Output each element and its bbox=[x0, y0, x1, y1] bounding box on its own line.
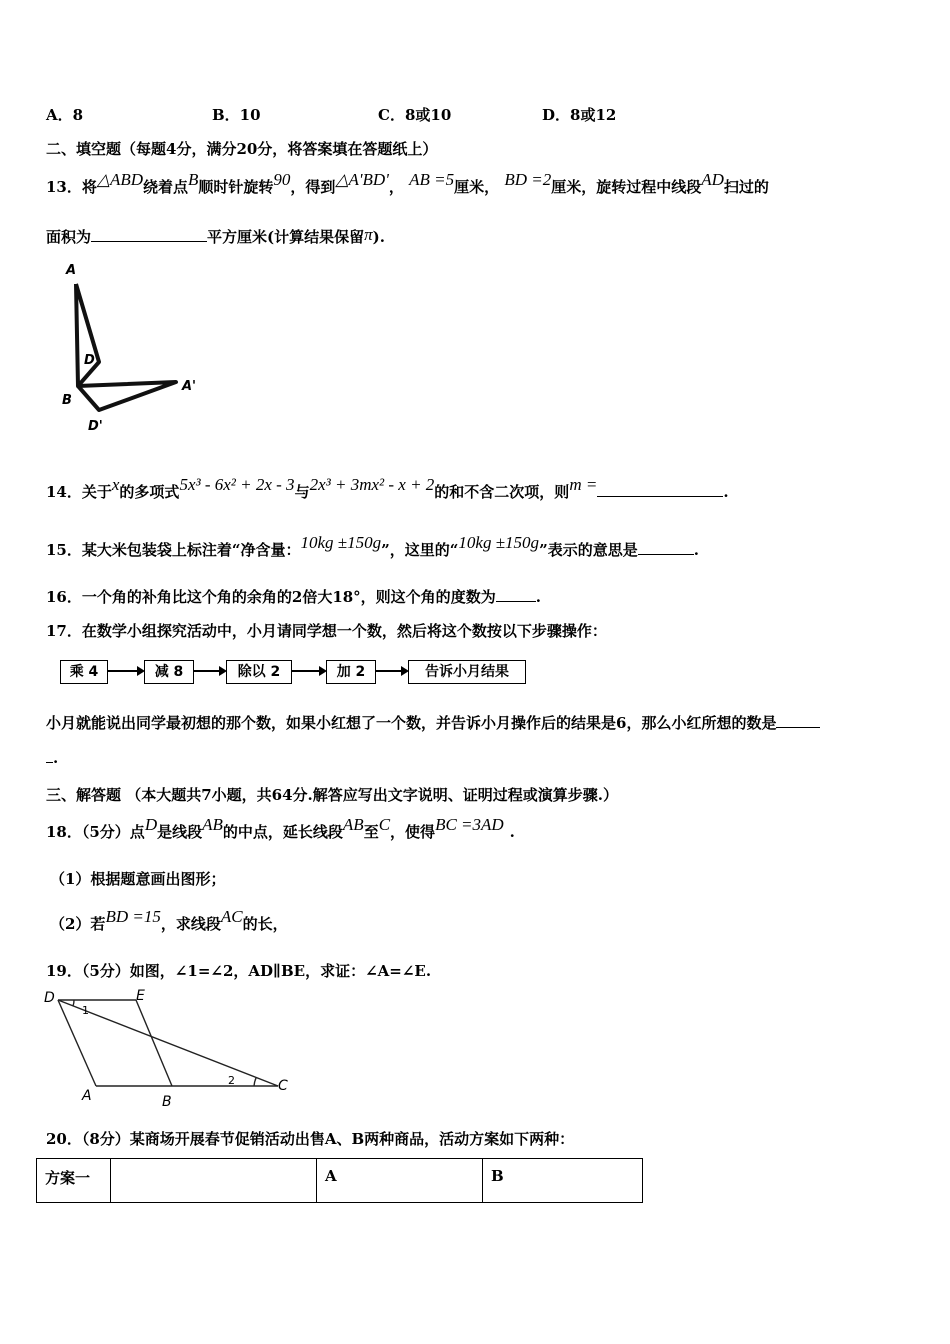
q18-c: C bbox=[378, 815, 391, 834]
q19-figure bbox=[40, 986, 300, 1110]
q18-ac: AC bbox=[220, 907, 243, 926]
option-b: B．10 bbox=[212, 106, 261, 124]
q13-bd: BD =2 bbox=[504, 170, 552, 189]
q18-t3: 至 bbox=[363, 823, 379, 841]
q14-t1: 的多项式 bbox=[119, 483, 180, 501]
label-angle-2: 2 bbox=[228, 1074, 235, 1087]
q13-line2a: 面积为 bbox=[46, 228, 92, 246]
step-plus-2: 加 2 bbox=[326, 660, 376, 684]
triangle-a2bd2 bbox=[78, 382, 176, 410]
label-d: D bbox=[44, 990, 55, 1006]
q14-t3: 的和不含二次项，则 bbox=[434, 483, 570, 501]
q13-answer-blank[interactable] bbox=[91, 227, 207, 242]
plan-table bbox=[36, 1158, 643, 1203]
q15-end: . bbox=[693, 541, 699, 559]
question-14 bbox=[46, 475, 729, 502]
step-multiply-4: 乘 4 bbox=[60, 660, 108, 684]
q13-ad: AD bbox=[701, 170, 724, 189]
question-17-line3 bbox=[46, 748, 58, 767]
label-d-prime: D' bbox=[88, 419, 103, 434]
question-18 bbox=[46, 815, 515, 842]
q13-t7: 扫过的 bbox=[723, 178, 769, 196]
q13-line2b: 平方厘米(计算结果保留 bbox=[207, 228, 365, 246]
label-b: B bbox=[62, 393, 72, 408]
q18-part2a: （2）若 bbox=[50, 915, 106, 933]
q13-t6: 厘米，旋转过程中线段 bbox=[551, 178, 702, 196]
step-minus-8: 减 8 bbox=[144, 660, 194, 684]
q18-t2: 的中点，延长线段 bbox=[222, 823, 343, 841]
step-tell-result: 告诉小月结果 bbox=[408, 660, 526, 684]
q15-answer-blank[interactable] bbox=[638, 540, 694, 555]
q13-line2c: ). bbox=[372, 228, 385, 246]
q18-part2b: ，求线段 bbox=[160, 915, 221, 933]
q13-t2: 顺时针旋转 bbox=[198, 178, 274, 196]
question-15 bbox=[46, 533, 699, 560]
q15-t1: ”，这里的“ bbox=[381, 541, 459, 559]
q14-m: m = bbox=[569, 475, 598, 494]
arrow-3 bbox=[292, 670, 320, 672]
q13-angle: 90 bbox=[273, 170, 291, 189]
question-13 bbox=[46, 170, 769, 197]
question-13-line2 bbox=[46, 226, 385, 247]
question-17-line2 bbox=[46, 712, 820, 733]
label-c: C bbox=[278, 1078, 288, 1094]
label-e: E bbox=[136, 988, 145, 1004]
q13-t3: ，得到 bbox=[290, 178, 336, 196]
arrow-1 bbox=[108, 670, 138, 672]
q16-text: 16．一个角的补角比这个角的余角的2倍大18°，则这个角的度数为 bbox=[46, 588, 496, 606]
triangle-abd bbox=[76, 284, 99, 386]
option-c: C．8或10 bbox=[378, 106, 452, 124]
label-a: A bbox=[82, 1088, 92, 1104]
q13-triangle: △ABD bbox=[96, 170, 143, 189]
option-d: D．8或12 bbox=[542, 106, 617, 124]
q18-part1: （1）根据题意画出图形； bbox=[50, 870, 226, 888]
question-17: 17．在数学小组探究活动中，小月请同学想一个数，然后将这个数按以下步骤操作： bbox=[46, 622, 607, 640]
arrow-4 bbox=[376, 670, 402, 672]
col-a-cell: A bbox=[317, 1159, 483, 1203]
q15-weight2: 10kg ±150g bbox=[458, 533, 540, 552]
q18-d: D bbox=[144, 815, 158, 834]
q17-line3: . bbox=[53, 749, 59, 767]
section-3-title: 三、解答题 （本大题共7小题，共64分.解答应写出文字说明、证明过程或演算步骤.） bbox=[46, 786, 618, 804]
q13-t1: 绕着点 bbox=[143, 178, 189, 196]
q18-part2 bbox=[50, 907, 288, 934]
empty-cell bbox=[111, 1159, 317, 1203]
q13-t4: ， bbox=[388, 178, 404, 196]
q18-ab2: AB bbox=[342, 815, 364, 834]
q18-end: . bbox=[509, 823, 515, 841]
q16-end: . bbox=[535, 588, 541, 606]
section-2-title: 二、填空题（每题4分，满分20分，将答案填在答题纸上） bbox=[46, 140, 438, 158]
q15-t2: ”表示的意思是 bbox=[539, 541, 638, 559]
label-b: B bbox=[162, 1094, 172, 1110]
q13-point-b: B bbox=[188, 170, 199, 189]
plan-label-cell: 方案一 bbox=[37, 1159, 111, 1203]
q18-cond: BC =3AD bbox=[435, 815, 504, 834]
q15-weight: 10kg ±150g bbox=[300, 533, 382, 552]
q14-answer-blank[interactable] bbox=[597, 482, 723, 497]
q14-x: x bbox=[111, 475, 120, 494]
q14-poly1: 5x³ - 6x² + 2x - 3 bbox=[179, 475, 295, 494]
arrow-2 bbox=[194, 670, 220, 672]
table-row bbox=[37, 1159, 643, 1203]
label-a-prime: A' bbox=[182, 379, 197, 394]
q14-end: . bbox=[723, 483, 729, 501]
angle-1-arc bbox=[73, 1000, 74, 1006]
option-a: A．8 bbox=[46, 106, 84, 124]
q17-line2: 小月就能说出同学最初想的那个数，如果小红想了一个数，并告诉小月操作后的结果是6，那么小红所想的数是 bbox=[46, 714, 777, 732]
label-angle-1: 1 bbox=[82, 1004, 89, 1017]
q14-num: 14．关于 bbox=[46, 483, 112, 501]
q13-figure bbox=[56, 258, 216, 438]
q13-ab: AB =5 bbox=[409, 170, 455, 189]
q14-poly2: 2x³ + 3mx² - x + 2 bbox=[309, 475, 435, 494]
q13-triangle2: △A'BD' bbox=[335, 170, 389, 189]
q16-answer-blank[interactable] bbox=[496, 587, 536, 602]
q18-ab: AB bbox=[202, 815, 223, 834]
q13-pi: π bbox=[364, 225, 373, 244]
q13-t5: 厘米， bbox=[454, 178, 500, 196]
q17-answer-blank-cont[interactable] bbox=[46, 748, 53, 763]
q18-bd: BD =15 bbox=[105, 907, 161, 926]
question-16 bbox=[46, 586, 541, 607]
question-19: 19．（5分）如图，∠1=∠2，AD∥BE，求证：∠A=∠E. bbox=[46, 962, 432, 980]
q17-answer-blank[interactable] bbox=[776, 713, 820, 728]
q18-t4: ，使得 bbox=[390, 823, 436, 841]
label-a: A bbox=[66, 263, 77, 278]
question-20: 20．（8分）某商场开展春节促销活动出售A、B两种商品，活动方案如下两种： bbox=[46, 1130, 575, 1148]
col-b-cell: B bbox=[483, 1159, 643, 1203]
q18-num: 18．（5分）点 bbox=[46, 823, 145, 841]
q14-t2: 与 bbox=[294, 483, 310, 501]
label-d: D bbox=[84, 353, 95, 368]
angle-2-arc bbox=[254, 1078, 256, 1086]
step-divide-2: 除以 2 bbox=[226, 660, 292, 684]
q18-t1: 是线段 bbox=[157, 823, 203, 841]
q18-part2c: 的长， bbox=[242, 915, 288, 933]
q13-num: 13．将 bbox=[46, 178, 97, 196]
q15-num: 15．某大米包装袋上标注着“净含量： bbox=[46, 541, 301, 559]
